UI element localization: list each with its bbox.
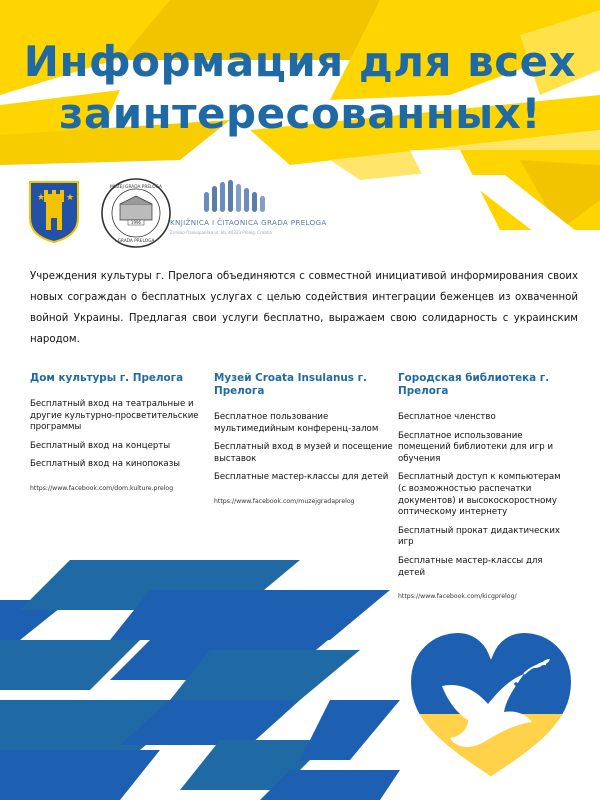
ukraine-heart-dove-icon <box>404 624 578 784</box>
column-library <box>398 372 570 600</box>
column-title: Городская библиотека г. Прелога <box>398 372 550 397</box>
column-title: Дом культуры г. Прелога <box>30 372 184 384</box>
list-item: Бесплатный вход на кинопоказы <box>30 459 181 470</box>
list-item: Бесплатный вход в музей и посещение выставок <box>214 442 393 464</box>
intro-paragraph: Учреждения культуры г. Прелога объединяются с совместной инициативой информирования своих новых сограждан о бесплатных услугах с целью содействия интеграции беженцев из охваченной войной Украины. Предлагая свои услуги бесплатно, выражаем свою солидарность с украинским народом. <box>30 271 578 345</box>
svg-text:★: ★ <box>37 193 46 203</box>
list-item: Бесплатные мастер-классы для детей <box>214 472 389 483</box>
column-museum <box>214 372 394 505</box>
logos-row <box>28 176 348 256</box>
prelog-coat-of-arms-icon <box>28 180 80 244</box>
list-item: Бесплатный прокат дидактических игр <box>398 525 561 548</box>
list-item: Бесплатные мастер-классы для детей <box>398 555 543 578</box>
list-item: Бесплатный вход на театральные и другие культурно-просветительские программы <box>30 399 199 433</box>
facebook-link[interactable]: https://www.facebook.com/kicgprelog/ <box>398 593 517 601</box>
page-title <box>0 36 600 140</box>
column-culture-house <box>30 372 208 492</box>
seal-text-bottom: GRADA PRELOGA <box>117 239 155 244</box>
list-item: Бесплатное использование помещений библиотеки для игр и обучения <box>398 430 554 464</box>
column-title: Музей Croata Insulanus г. Прелога <box>214 372 367 397</box>
library-address: Zrinsko-frankopanska ul. bb, 40323 Prelog, Croatia <box>170 230 272 235</box>
svg-text:★: ★ <box>66 193 75 203</box>
library-name: KNJIŽNICA I ČITAONICA GRADA PRELOGA <box>170 218 327 227</box>
library-logo <box>170 180 360 250</box>
facebook-link[interactable]: https://www.facebook.com/dom.kulture.prelog <box>30 484 174 492</box>
library-bars-icon <box>200 180 280 214</box>
title-line-1: Информация для всех <box>23 37 577 86</box>
facebook-link[interactable]: https://www.facebook.com/muzejgradaprelog <box>214 497 355 505</box>
list-item: Бесплатный доступ к компьютерам (с возможностью распечатки документов) и высокоскоростному оптическому интернету <box>398 472 561 518</box>
list-item: Бесплатный вход на концерты <box>30 440 171 451</box>
title-line-2: заинтересованных! <box>58 89 541 138</box>
seal-year: 1996 <box>130 220 142 225</box>
list-item: Бесплатное пользование мультимедийным конференц-залом <box>214 412 379 434</box>
list-item: Бесплатное членство <box>398 412 496 422</box>
seal-text-top: MUZEJ GRADA PRELOGA <box>110 185 162 190</box>
